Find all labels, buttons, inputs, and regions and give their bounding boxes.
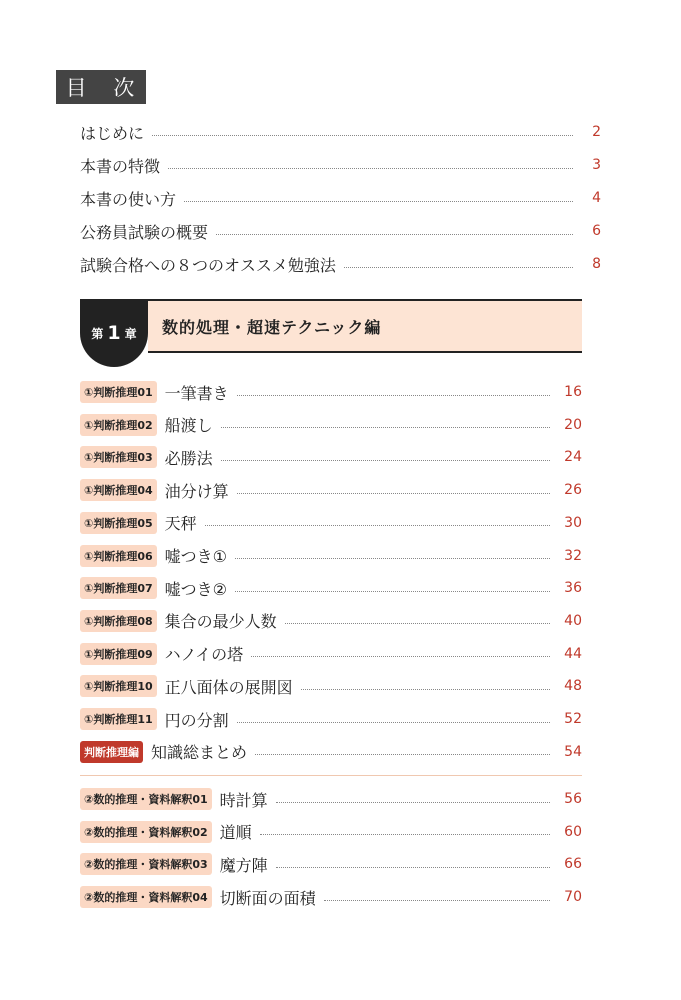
dot-leader [221,427,550,428]
toc-entry[interactable] [80,216,601,246]
dot-leader [216,234,573,235]
toc-entry-page: 20 [564,416,582,433]
dot-leader [255,754,550,755]
toc-entry[interactable] [80,380,582,404]
section-tag: ①判断推理05 [80,512,157,534]
dot-leader [205,525,550,526]
toc-entry-title: 切断面の面積 [219,888,316,908]
chapter-prefix: 第 [91,326,104,341]
toc-entry-title: 正八面体の展開図 [164,677,293,697]
section-tag: ①判断推理09 [80,643,157,665]
toc-entry-title: 本書の使い方 [80,189,177,209]
section-tag: ①判断推理01 [80,381,157,403]
toc-entry-title: 嘘つき② [164,579,227,599]
toc-entry-title: 道順 [219,823,252,843]
toc-entry-page: 56 [564,791,582,807]
section-tag: ②数的推理・資料解釈02 [80,821,212,843]
section-tag: ①判断推理02 [80,414,157,436]
toc-entry-title: はじめに [80,123,145,143]
toc-entry-title: 公務員試験の概要 [80,222,209,242]
dot-leader [301,689,550,690]
section-tag: ②数的推理・資料解釈04 [80,886,212,908]
toc-entry[interactable] [80,544,582,568]
toc-entry[interactable] [80,740,582,764]
toc-entry-page: 36 [564,580,582,597]
chapter-badge [80,299,148,367]
dot-leader [344,267,573,268]
toc-entry[interactable] [80,445,582,469]
toc-entry-title: 魔方陣 [219,855,268,875]
section-tag: ②数的推理・資料解釈03 [80,853,212,875]
toc-entry-page: 44 [564,645,582,662]
toc-entry-page: 70 [564,889,582,906]
dot-leader [260,834,550,835]
dot-leader [285,623,550,624]
toc-entry[interactable] [80,642,582,666]
toc-entry-title: 円の分割 [164,710,229,730]
dot-leader [251,656,550,657]
toc-entry-title: 必勝法 [164,448,213,468]
toc-entry[interactable] [80,249,601,279]
dot-leader [276,867,550,868]
toc-entry[interactable] [80,576,582,600]
toc-entry-page: 48 [564,678,582,695]
toc-entry-title: 試験合格への８つのオススメ勉強法 [80,255,336,275]
toc-entry-page: 66 [564,856,582,873]
chapter-header [80,299,582,353]
toc-entry-title: 集合の最少人数 [164,612,277,632]
toc-entry-title: 嘘つき① [164,547,227,566]
toc-entry-page: 52 [564,711,582,727]
toc-entry[interactable] [80,117,601,147]
dot-leader [235,558,550,559]
toc-entry[interactable] [80,852,582,876]
page-title: 目 次 [56,70,146,104]
section-tag: ①判断推理08 [80,610,157,632]
toc-entry[interactable] [80,413,582,437]
toc-entry-title: ハノイの塔 [164,645,244,665]
toc-entry[interactable] [80,820,582,844]
toc-entry-page: 16 [564,384,582,400]
section-tag: ①判断推理03 [80,446,157,468]
toc-entry[interactable] [80,787,582,811]
section-tag: ①判断推理06 [80,545,157,567]
toc-entry-title: 時計算 [219,790,268,810]
section-tag: ②数的推理・資料解釈01 [80,788,212,810]
toc-entry[interactable] [80,511,582,535]
toc-entry-page: 8 [592,256,601,272]
toc-entry-page: 24 [564,449,582,466]
toc-entry-page: 6 [592,223,601,239]
chapter-title: 数的処理・超速テクニック編 [162,317,382,337]
toc-entry-title: 本書の特徴 [80,156,161,176]
dot-leader [184,201,573,202]
toc-entry-title: 船渡し [164,416,213,436]
toc-entry-page: 54 [564,743,582,760]
section-tag: 判断推理編 [80,741,143,763]
dot-leader [276,802,550,803]
toc-entry[interactable] [80,150,601,180]
toc-entry-page: 32 [564,547,582,564]
toc-entry[interactable] [80,885,582,909]
dot-leader [237,395,550,396]
section-tag: ①判断推理07 [80,577,157,599]
toc-entry-title: 一筆書き [164,383,229,403]
toc-entry-page: 40 [564,612,582,629]
toc-entry[interactable] [80,674,582,698]
toc-entry-page: 60 [564,823,582,840]
dot-leader [235,591,550,592]
chapter-title-band [148,299,582,353]
chapter-suffix: 章 [124,326,137,341]
toc-entry-title: 油分け算 [164,481,229,501]
toc-entry-page: 3 [592,157,601,173]
toc-entry[interactable] [80,478,582,502]
section-tag: ①判断推理04 [80,479,157,501]
toc-entry-title: 天秤 [164,514,197,534]
toc-entry-page: 26 [564,482,582,499]
dot-leader [221,460,550,461]
dot-leader [324,900,550,901]
toc-entry-title: 知識総まとめ [151,743,248,763]
toc-entry[interactable] [80,707,582,731]
toc-entry[interactable] [80,183,601,213]
section-tag: ①判断推理10 [80,675,157,697]
section-tag: ①判断推理11 [80,708,157,730]
toc-entry-page: 4 [592,190,601,206]
section-divider [80,775,582,776]
toc-entry-page: 2 [592,124,601,140]
chapter-number: 1 [107,322,121,344]
toc-entry-page: 30 [564,514,582,531]
dot-leader [237,722,550,723]
dot-leader [237,493,550,494]
dot-leader [168,168,573,169]
dot-leader [152,135,573,136]
toc-entry[interactable] [80,609,582,633]
